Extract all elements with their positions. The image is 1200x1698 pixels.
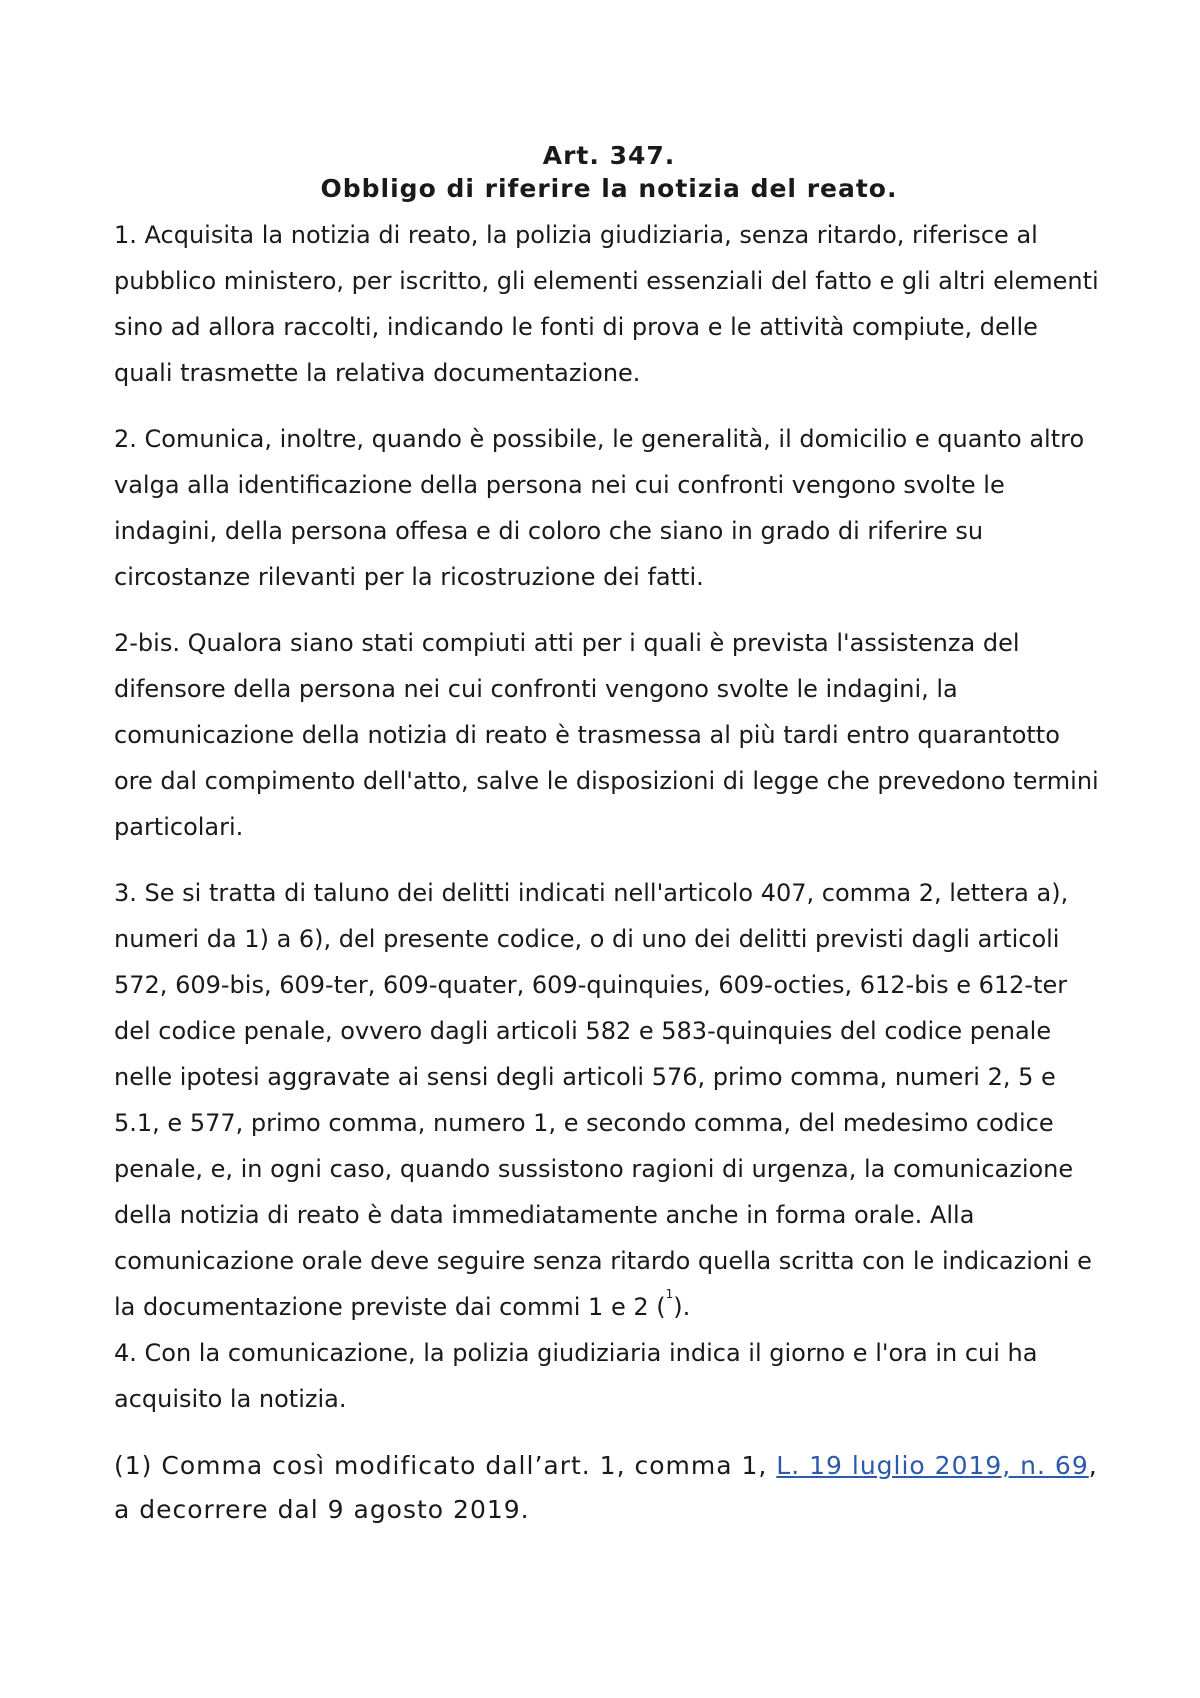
article-heading: Obbligo di riferire la notizia del reato. [320, 174, 898, 203]
article-number: Art. 347. [542, 141, 676, 170]
document-page [114, 140, 1104, 1532]
paragraph-4: 4. Con la comunicazione, la polizia giudiziaria indica il giorno e l'ora in cui ha acquisito la notizia. [114, 1339, 1038, 1413]
footnote-suffix: , a decorrere dal 9 agosto 2019. [114, 1451, 1098, 1524]
footnote [114, 1444, 1104, 1532]
footnote-reference[interactable]: 1 [665, 1287, 674, 1301]
paragraph-3-ref-open: ( [648, 1293, 666, 1321]
paragraph-2: 2. Comunica, inoltre, quando è possibile, le generalità, il domicilio e quanto altro valga alla identificazione della persona nei cui confronti vengono svolte le indagini, della persona offesa e di coloro che siano in grado di riferire su circostanze rilevanti per la ricostruzione dei fatti. [114, 425, 1085, 591]
footnote-prefix: (1) Comma così modificato dall’art. 1, comma 1, [114, 1451, 777, 1480]
paragraph-1: 1. Acquisita la notizia di reato, la polizia giudiziaria, senza ritardo, riferisce al pubblico ministero, per iscritto, gli elementi essenziali del fatto e gli altri elementi sino ad allora raccolti, indicando le fonti di prova e le attività compiute, delle quali trasmette la relativa documentazione. [114, 221, 1099, 387]
paragraph-3-text: 3. Se si tratta di taluno dei delitti indicati nell'articolo 407, comma 2, lettera a), numeri da 1) a 6), del presente codice, o di uno dei delitti previsti dagli articoli 572, 609-bis, 609-ter, 609-quater, 609-quinquies, 609-octies, 612-bis e 612-ter del codice penale, ovvero dagli articoli 582 e 583-quinquies del codice penale nelle ipotesi aggravate ai sensi degli articoli 576, primo comma, numeri 2, 5 e 5.1, e 577, primo comma, numero 1, e secondo comma, del medesimo codice penale, e, in ogni caso, quando sussistono ragioni di urgenza, la comunicazione della notizia di reato è data immediatamente anche in forma orale. Alla comunicazione orale deve seguire senza ritardo quella scritta con le indicazioni e la documentazione previste dai commi 1 e 2 [114, 879, 1092, 1321]
paragraph-3-ref-close: ). [673, 1293, 691, 1321]
paragraph-2-bis: 2-bis. Qualora siano stati compiuti atti per i quali è prevista l'assistenza del difensore della persona nei cui confronti vengono svolte le indagini, la comunicazione della notizia di reato è trasmessa al più tardi entro quarantotto ore dal compimento dell'atto, salve le disposizioni di legge che prevedono termini particolari. [114, 629, 1099, 841]
law-link[interactable]: L. 19 luglio 2019, n. 69 [776, 1451, 1089, 1480]
paragraph-3 [114, 870, 1104, 1330]
